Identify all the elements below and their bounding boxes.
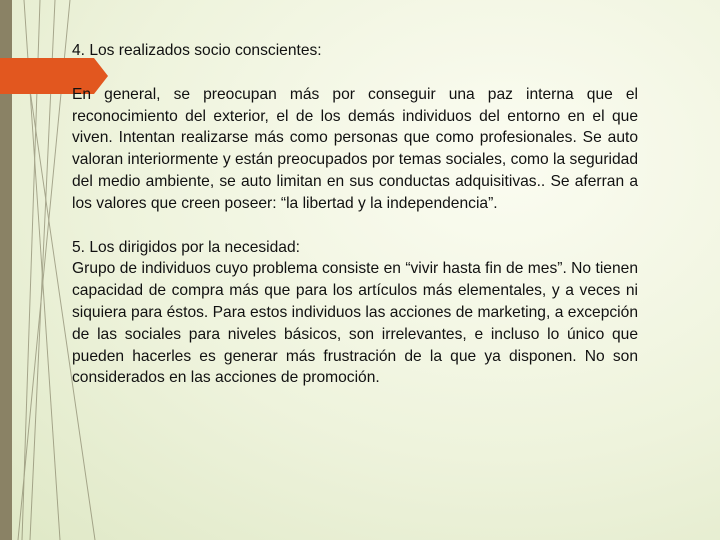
section-4-body: En general, se preocupan más por conseguir una paz interna que el reconocimiento del exterior, el de los demás individuos del entorno en el que viven. Intentan realizarse más como personas que como profesionales. Se auto valoran interiormente y están preocupados por temas sociales, como la seguridad del medio ambiente, se auto limitan en sus conductas adquisitivas.. Se aferran a los valores que creen poseer: “la libertad y la independencia”. <box>72 85 639 212</box>
section-5-heading: 5. Los dirigidos por la necesidad: <box>72 238 300 256</box>
section-4-heading: 4. Los realizados socio conscientes: <box>72 42 322 59</box>
text-content <box>72 40 638 389</box>
section-5-body: Grupo de individuos cuyo problema consiste en “vivir hasta fin de mes”. No tienen capacidad de compra más que para los artículos más elementales, y a veces ni siquiera para éstos. Para estos individuos las acciones de marketing, a excepción de las sociales para niveles básicos, son irrelevantes, e incluso lo único que pueden hacerles es generar más frustración de la que ya disponen. No son considerados en las acciones de promoción. <box>72 260 638 387</box>
